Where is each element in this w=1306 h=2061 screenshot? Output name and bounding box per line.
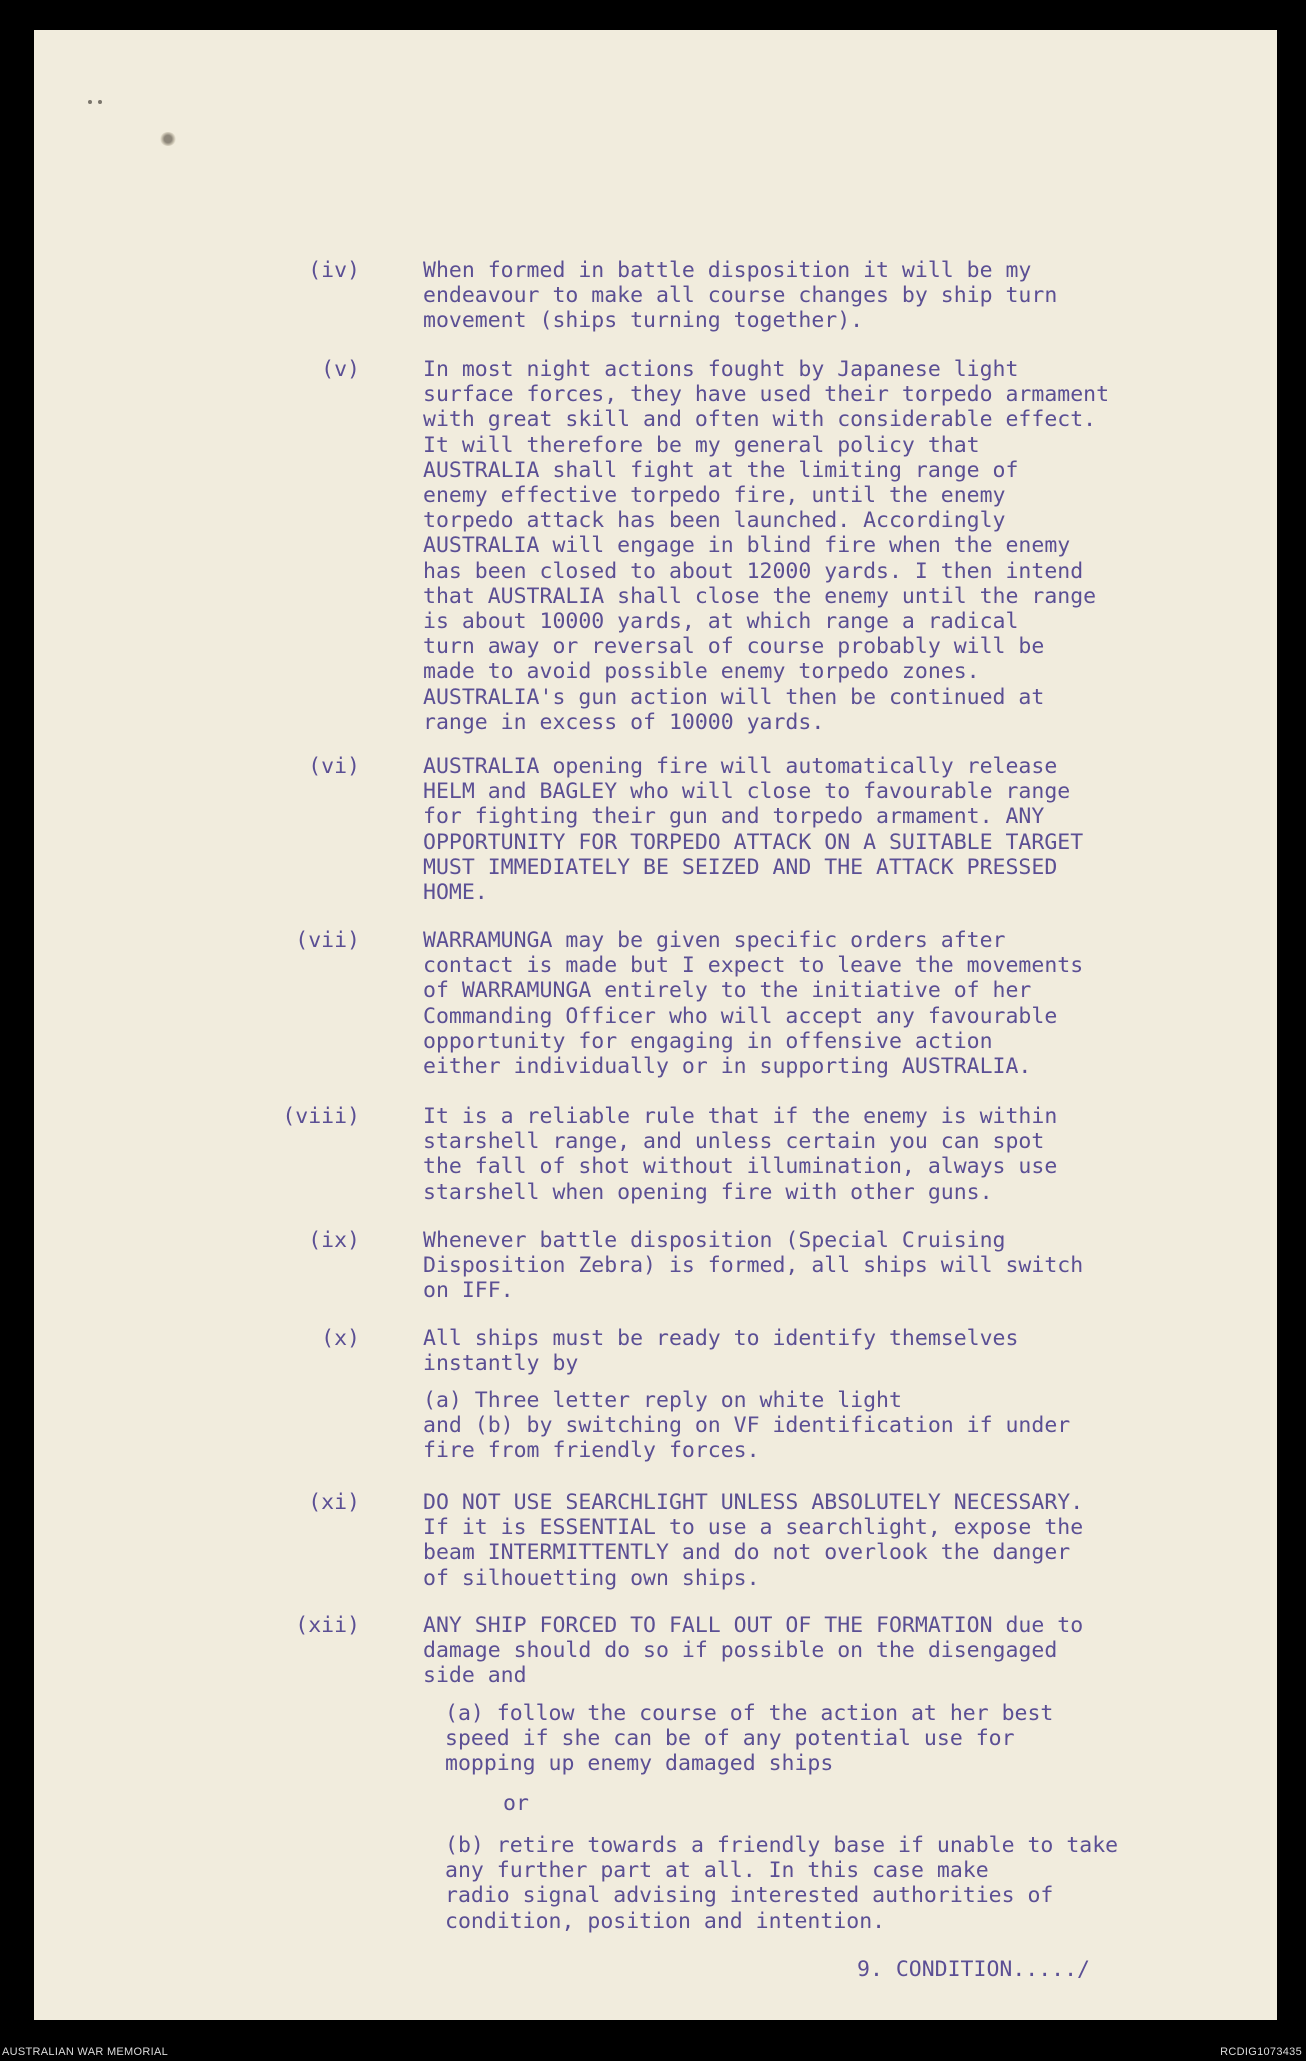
subitem-b (445, 1833, 1118, 1934)
paragraph-text (423, 357, 1109, 735)
text-line: If it is ESSENTIAL to use a searchlight, expose the (423, 1515, 1084, 1541)
text-line: HELM and BAGLEY who will close to favourable range (423, 779, 1071, 805)
text-line: speed if she can be of any potential use for (445, 1726, 1015, 1752)
text-line: ANY SHIP FORCED TO FALL OUT OF THE FORMATION due to (423, 1613, 1084, 1638)
paragraph-number: (x) (321, 1326, 360, 1351)
text-line: mopping up enemy damaged ships (445, 1751, 834, 1777)
text-line: AUSTRALIA's gun action will then be continued at (423, 684, 1045, 710)
text-line: fire from friendly forces. (423, 1438, 760, 1464)
text-line: has been closed to about 12000 yards. I then intend (423, 558, 1084, 584)
text-line: HOME. (423, 880, 488, 906)
text-line: Disposition Zebra) is formed, all ships will switch (423, 1253, 1084, 1279)
text-line: and (b) by switching on VF identification if under (423, 1413, 1071, 1439)
text-line: (a) Three letter reply on white light (423, 1388, 902, 1413)
text-line: DO NOT USE SEARCHLIGHT UNLESS ABSOLUTELY NECESSARY. (423, 1490, 1084, 1515)
text-line: is about 10000 yards, at which range a radical (423, 609, 1019, 635)
text-line: contact is made but I expect to leave the movements (423, 953, 1084, 979)
text-line: radio signal advising interested authorities of (445, 1883, 1054, 1909)
paragraph-text (423, 928, 1083, 1079)
text-line: either individually or in supporting AUSTRALIA. (423, 1054, 1032, 1080)
paragraph-text (423, 258, 1057, 334)
text-line: It is a reliable rule that if the enemy is within (423, 1104, 1058, 1129)
paragraph-text (423, 1228, 1083, 1304)
text-line: range in excess of 10000 yards. (423, 709, 825, 735)
text-line: of silhouetting own ships. (423, 1565, 760, 1591)
text-line: AUSTRALIA opening fire will automatically release (423, 754, 1058, 779)
paper-mark (88, 100, 92, 104)
text-line: of WARRAMUNGA entirely to the initiative of her (423, 978, 1032, 1004)
text-line: When formed in battle disposition it will be my (423, 258, 1032, 283)
text-line: the fall of shot without illumination, always use (423, 1154, 1058, 1180)
paragraph-number: (xi) (308, 1490, 360, 1515)
text-line: surface forces, they have used their torpedo armament (423, 382, 1110, 408)
footer-right-label: RCDIG1073435 (1220, 2046, 1302, 2058)
text-line: turn away or reversal of course probably will be (423, 634, 1045, 660)
text-line: with great skill and often with considerable effect. (423, 407, 1097, 433)
paragraph-text (423, 1613, 1083, 1689)
text-line: (b) retire towards a friendly base if unable to take (445, 1833, 1119, 1858)
text-line: OPPORTUNITY FOR TORPEDO ATTACK ON A SUITABLE TARGET (423, 829, 1084, 855)
text-line: MUST IMMEDIATELY BE SEIZED AND THE ATTACK PRESSED (423, 854, 1058, 880)
text-line: damage should do so if possible on the disengaged (423, 1638, 1058, 1664)
paragraph-number: (vii) (295, 928, 360, 953)
subitem-a (445, 1701, 1053, 1777)
continuation-note: 9. CONDITION...../ (857, 1957, 1090, 1982)
text-line: AUSTRALIA will engage in blind fire when the enemy (423, 533, 1071, 559)
paper-mark (98, 100, 102, 104)
punch-hole (160, 132, 176, 146)
text-line: torpedo attack has been launched. Accordingly (423, 508, 1006, 534)
text-line: movement (ships turning together). (423, 308, 864, 334)
document-page (34, 30, 1277, 2020)
text-line: AUSTRALIA shall fight at the limiting range of (423, 457, 1019, 483)
text-line: starshell range, and unless certain you can spot (423, 1129, 1045, 1155)
paragraph-text (423, 754, 1083, 905)
paragraph-number: (iv) (308, 258, 360, 283)
text-line: made to avoid possible enemy torpedo zones. (423, 659, 980, 685)
paragraph-number: (vi) (308, 754, 360, 779)
footer-left-label: AUSTRALIAN WAR MEMORIAL (2, 2046, 169, 2058)
text-line: on IFF. (423, 1278, 514, 1304)
text-line: condition, position and intention. (445, 1908, 886, 1934)
text-line: any further part at all. In this case make (445, 1858, 989, 1884)
paragraph-text (423, 1104, 1057, 1205)
text-line: for fighting their gun and torpedo armament. ANY (423, 804, 1045, 830)
text-line: All ships must be ready to identify themselves (423, 1326, 1019, 1351)
paragraph-number: (v) (321, 357, 360, 382)
text-line: Commanding Officer who will accept any favourable (423, 1003, 1058, 1029)
text-line: beam INTERMITTENTLY and do not overlook the danger (423, 1540, 1071, 1566)
paragraph-text (423, 1490, 1083, 1591)
paragraph-subitems (423, 1388, 1070, 1464)
text-line: side and (423, 1663, 527, 1689)
paragraph-text (423, 1326, 1018, 1376)
text-line: endeavour to make all course changes by ship turn (423, 283, 1058, 309)
paragraph-number: (ix) (308, 1228, 360, 1253)
text-line: WARRAMUNGA may be given specific orders after (423, 928, 1006, 953)
text-line: enemy effective torpedo fire, until the enemy (423, 483, 1006, 509)
text-line: that AUSTRALIA shall close the enemy until the range (423, 583, 1097, 609)
text-line: In most night actions fought by Japanese light (423, 357, 1019, 382)
text-line: Whenever battle disposition (Special Cruising (423, 1228, 1006, 1253)
text-line: (a) follow the course of the action at her best (445, 1701, 1054, 1726)
text-line: opportunity for engaging in offensive action (423, 1028, 993, 1054)
text-line: It will therefore be my general policy that (423, 432, 980, 458)
or-connector: or (503, 1791, 529, 1816)
paragraph-number: (viii) (282, 1104, 360, 1129)
text-line: instantly by (423, 1351, 579, 1377)
paragraph-number: (xii) (295, 1613, 360, 1638)
text-line: starshell when opening fire with other guns. (423, 1179, 993, 1205)
